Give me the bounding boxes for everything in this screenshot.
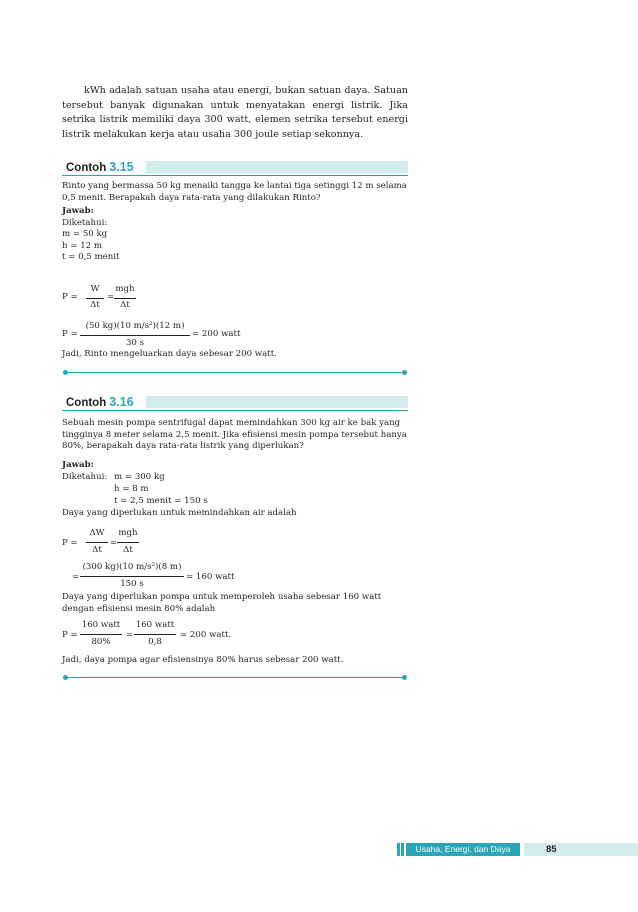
example-3-15-header xyxy=(62,160,408,174)
footer-bars-icon xyxy=(397,843,404,856)
example-3-16-answer: Jawab: xyxy=(62,460,94,470)
end-dot-right xyxy=(402,675,407,680)
intro-paragraph: kWh adalah satuan usaha atau energi, bukan satuan daya. Satuan tersebut banyak digunakan untuk menyatakan energi listrik. Jika setrika listrik memiliki daya 300 watt, elemen setrika tersebut energi listrik melakukan kerja atau usaha 300 joule setiap sekonnya. xyxy=(62,85,408,140)
end-dot-left xyxy=(63,370,68,375)
header-bar xyxy=(146,161,408,173)
header-underline xyxy=(62,175,408,176)
example-title: Contoh 3.15 xyxy=(62,160,140,174)
textbook-page: kWh adalah satuan usaha atau energi, bukan satuan daya. Satuan tersebut banyak digunakan untuk menyatakan energi listrik. Jika setrika listrik memiliki daya 300 watt, elemen setrika tersebut energi listrik melakukan kerja atau usaha 300 joule setiap sekonnya. Contoh 3.15 Rinto yang bermassa 50 kg menaiki tangga ke lantai tiga setinggi 12 m selama 0,5 menit. Berapakah daya rata-rata yang dilakukan Rinto? Jawab: Diketahui: m = 50 kg h = 12 m t = 0,5 menit P = W Δt = mgh Δt P = (50 kg)(10 m/s²)(12 m) 30 s = 200 watt Jadi, Rinto mengeluarkan daya sebesar 200 watt. Contoh 3.16 Sebuah mesin pompa sentrifugal dapat memindahkan 300 kg air ke bak yang tingginya 8 meter selama 2,5 menit. Jika efisiensi mesin pompa tersebut hanya 80%, berapakah daya rata-rata listrik yang diperlukan? Jawab: Diketahui: m = 300 kg h = 8 m t = 2,5 menit = 150 s Daya yang diperlukan untuk memindahkan air adalah P = ΔW Δt = mgh Δt = (300 kg)(10 m/s²)(8 m) 150 s = 160 watt Daya yang diperlukan pompa untuk memperoleh usaha sebesar 160 watt dengan efisiensi mesin 80% adalah P = 160 watt 80% = 160 watt 0,8 = 200 watt. Jadi, daya pompa agar efisiensinya 80% harus sebesar 200 watt. Usaha, Energi, dan Daya 85 xyxy=(0,0,638,912)
header-underline xyxy=(62,410,408,411)
example-3-16-conclusion: Jadi, daya pompa agar efisiensinya 80% harus sebesar 200 watt. xyxy=(62,655,344,665)
example-3-15-question: Rinto yang bermassa 50 kg menaiki tangga ke lantai tiga setinggi 12 m selama 0,5 menit. Berapakah daya rata-rata yang dilakukan Rinto? xyxy=(62,181,407,203)
example-3-16-end-rule xyxy=(66,677,404,678)
example-3-15-end-rule xyxy=(66,372,404,373)
example-3-15-answer: Jawab: Diketahui: m = 50 kg h = 12 m t = 0,5 menit xyxy=(62,206,120,263)
footer-page-number: 85 xyxy=(524,843,638,856)
example-3-15-conclusion: Jadi, Rinto mengeluarkan daya sebesar 200 watt. xyxy=(62,349,277,359)
example-3-16-energy-text: Daya yang diperlukan untuk memindahkan air adalah xyxy=(62,508,297,518)
example-title: Contoh 3.16 xyxy=(62,395,140,409)
header-bar xyxy=(146,396,408,408)
end-dot-right xyxy=(402,370,407,375)
end-dot-left xyxy=(63,675,68,680)
example-3-16-question: Sebuah mesin pompa sentrifugal dapat memindahkan 300 kg air ke bak yang tingginya 8 meter selama 2,5 menit. Jika efisiensi mesin pompa tersebut hanya 80%, berapakah daya rata-rata listrik yang diperlukan? xyxy=(62,418,407,452)
footer-chapter-title: Usaha, Energi, dan Daya xyxy=(406,843,520,856)
example-3-16-header xyxy=(62,395,408,409)
example-3-16-pump-text: Daya yang diperlukan pompa untuk memperoleh usaha sebesar 160 watt dengan efisiensi mesin 80% adalah xyxy=(62,592,382,614)
